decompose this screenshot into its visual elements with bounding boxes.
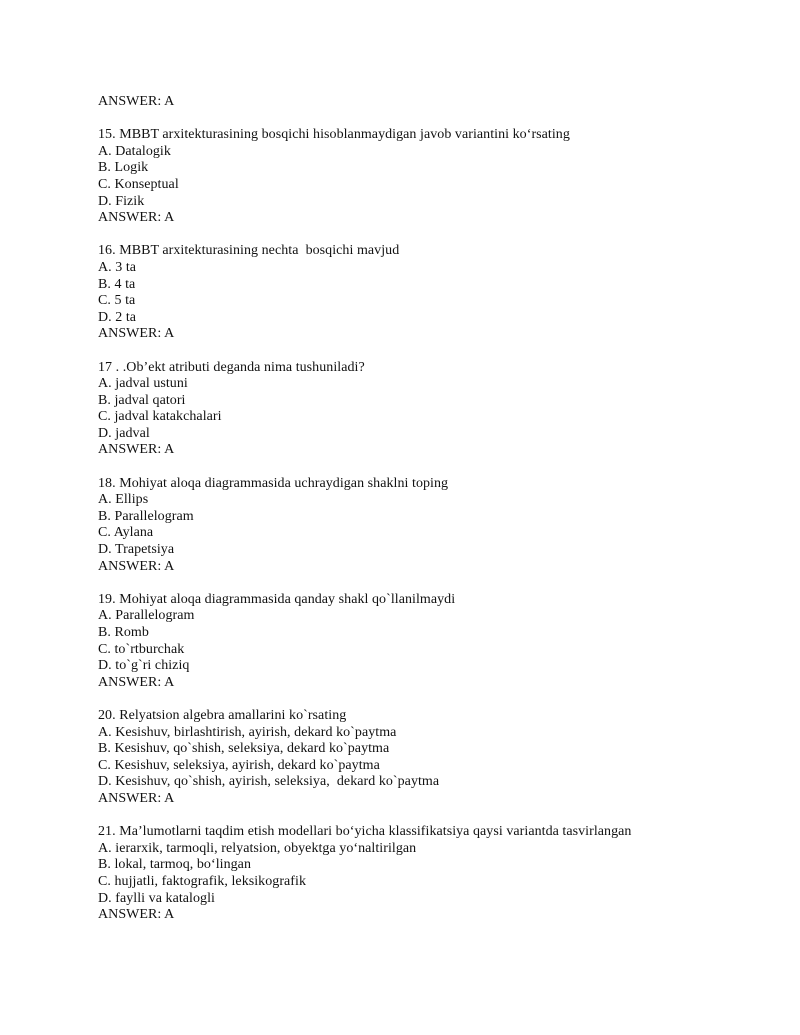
answer-line: ANSWER: A bbox=[98, 210, 175, 226]
question-text: 21. Ma’lumotlarni taqdim etish modellari bo‘yicha klassifikatsiya qaysi variantda tasvirlangan bbox=[98, 824, 632, 840]
document-page bbox=[98, 94, 778, 924]
option-b: B. 4 ta bbox=[98, 276, 136, 292]
blank-line bbox=[98, 227, 778, 244]
answer-line: ANSWER: A bbox=[98, 442, 175, 458]
option-d: D. 2 ta bbox=[98, 309, 137, 325]
answer-line: ANSWER: A bbox=[98, 558, 175, 574]
question-block bbox=[98, 476, 778, 576]
question-block bbox=[98, 127, 778, 227]
option-c: C. to`rtburchak bbox=[98, 641, 185, 657]
answer-line: ANSWER: A bbox=[98, 907, 175, 923]
option-c: C. 5 ta bbox=[98, 293, 136, 309]
blank-line bbox=[98, 343, 778, 360]
question-text: 18. Mohiyat aloqa diagrammasida uchraydigan shaklni toping bbox=[98, 475, 449, 491]
blank-line bbox=[98, 575, 778, 592]
option-a: A. jadval ustuni bbox=[98, 376, 188, 392]
option-b: B. lokal, tarmoq, bo‘lingan bbox=[98, 857, 251, 873]
option-b: B. Parallelogram bbox=[98, 508, 194, 524]
option-b: B. jadval qatori bbox=[98, 392, 186, 408]
option-d: D. Kesishuv, qo`shish, ayirish, seleksiya, dekard ko`paytma bbox=[98, 774, 440, 790]
question-block bbox=[98, 592, 778, 692]
option-d: D. to`g`ri chiziq bbox=[98, 658, 190, 674]
question-text: 17 . .Ob’ekt atributi deganda nima tushuniladi? bbox=[98, 359, 365, 375]
answer-line: ANSWER: A bbox=[98, 326, 175, 342]
previous-answer: ANSWER: A bbox=[98, 94, 175, 109]
option-b: B. Romb bbox=[98, 625, 149, 640]
answer-line: ANSWER: A bbox=[98, 674, 175, 690]
option-b: B. Kesishuv, qo`shish, seleksiya, dekard ko`paytma bbox=[98, 741, 390, 757]
option-c: C. jadval katakchalari bbox=[98, 409, 222, 425]
option-a: A. Datalogik bbox=[98, 143, 171, 159]
blank-line bbox=[98, 459, 778, 476]
option-c: C. Kesishuv, seleksiya, ayirish, dekard ko`paytma bbox=[98, 757, 380, 773]
question-text: 19. Mohiyat aloqa diagrammasida qanday shakl qo`llanilmaydi bbox=[98, 591, 456, 607]
option-b: B. Logik bbox=[98, 160, 149, 176]
option-a: A. ierarxik, tarmoqli, relyatsion, obyektga yo‘naltirilgan bbox=[98, 840, 417, 856]
option-a: A. Kesishuv, birlashtirish, ayirish, dekard ko`paytma bbox=[98, 724, 397, 740]
option-d: D. faylli va katalogli bbox=[98, 890, 215, 906]
question-text: 20. Relyatsion algebra amallarini ko`rsating bbox=[98, 707, 347, 723]
question-block bbox=[98, 824, 778, 924]
question-text: 16. MBBT arxitekturasining nechta bosqichi mavjud bbox=[98, 243, 400, 259]
option-a: A. Ellips bbox=[98, 492, 149, 508]
blank-line bbox=[98, 691, 778, 708]
option-d: D. Trapetsiya bbox=[98, 542, 175, 558]
question-block bbox=[98, 243, 778, 343]
option-a: A. 3 ta bbox=[98, 259, 137, 275]
option-c: C. hujjatli, faktografik, leksikografik bbox=[98, 873, 307, 889]
option-c: C. Aylana bbox=[98, 525, 154, 541]
option-a: A. Parallelogram bbox=[98, 608, 195, 624]
blank-line bbox=[98, 808, 778, 825]
option-d: D. jadval bbox=[98, 425, 150, 441]
question-block bbox=[98, 360, 778, 460]
blank-line bbox=[98, 111, 778, 128]
question-text: 15. MBBT arxitekturasining bosqichi hisoblanmaydigan javob variantini ko‘rsating bbox=[98, 127, 570, 143]
option-d: D. Fizik bbox=[98, 193, 145, 209]
answer-line: ANSWER: A bbox=[98, 790, 175, 806]
question-block bbox=[98, 708, 778, 808]
option-c: C. Konseptual bbox=[98, 176, 179, 192]
